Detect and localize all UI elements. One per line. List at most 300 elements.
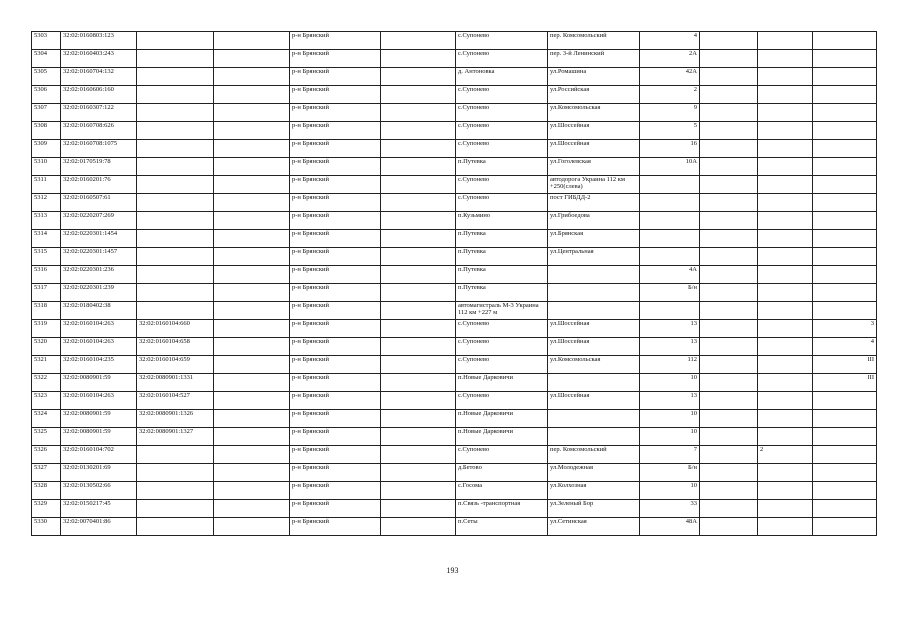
cadastral-number: 32:02:0160708:1075 xyxy=(61,140,137,158)
district-cell: р-н Брянский xyxy=(290,410,381,428)
cadastral-number: 32:02:0160803:123 xyxy=(61,32,137,50)
extra-cadastral-number xyxy=(214,32,290,50)
cadastral-number: 32:02:0160104:263 xyxy=(61,392,137,410)
child-cadastral-number xyxy=(137,32,214,50)
locality-cell: п.Путевка xyxy=(456,158,548,176)
cadastral-number: 32:02:0160606:160 xyxy=(61,86,137,104)
building-cell xyxy=(700,248,758,266)
house-number-cell: 13 xyxy=(640,320,700,338)
street-cell: ул.Молодежная xyxy=(548,464,640,482)
table-row xyxy=(32,374,877,392)
apartment-cell xyxy=(813,266,877,284)
extra-cadastral-number xyxy=(214,104,290,122)
building-cell xyxy=(700,50,758,68)
building-cell xyxy=(700,194,758,212)
subdistrict-cell xyxy=(381,230,456,248)
house-number-cell xyxy=(640,194,700,212)
locality-cell: с.Супонево xyxy=(456,176,548,194)
building-cell xyxy=(700,338,758,356)
extra-cadastral-number xyxy=(214,482,290,500)
extra-cadastral-number xyxy=(214,122,290,140)
row-number: 5303 xyxy=(32,32,61,50)
extra-cadastral-number xyxy=(214,266,290,284)
house-number-cell: 42А xyxy=(640,68,700,86)
apartment-cell xyxy=(813,392,877,410)
row-number: 5306 xyxy=(32,86,61,104)
table-row xyxy=(32,302,877,320)
street-cell: ул.Шоссейная xyxy=(548,140,640,158)
building-cell xyxy=(700,464,758,482)
building-cell xyxy=(700,374,758,392)
extra-cadastral-number xyxy=(214,518,290,536)
child-cadastral-number xyxy=(137,140,214,158)
child-cadastral-number xyxy=(137,176,214,194)
cadastral-number: 32:02:0220301:1457 xyxy=(61,248,137,266)
house-number-cell: 10 xyxy=(640,482,700,500)
subdistrict-cell xyxy=(381,356,456,374)
child-cadastral-number xyxy=(137,158,214,176)
street-cell: автодорога Украина 112 км +250(слева) xyxy=(548,176,640,194)
row-number: 5329 xyxy=(32,500,61,518)
street-cell: ул.Шоссейная xyxy=(548,320,640,338)
building-cell xyxy=(700,356,758,374)
table-row xyxy=(32,32,877,50)
extra-cadastral-number xyxy=(214,464,290,482)
locality-cell: с.Супонево xyxy=(456,140,548,158)
block-cell xyxy=(758,158,813,176)
street-cell xyxy=(548,302,640,320)
block-cell xyxy=(758,86,813,104)
locality-cell: с.Супонево xyxy=(456,194,548,212)
row-number: 5315 xyxy=(32,248,61,266)
house-number-cell: 13 xyxy=(640,392,700,410)
cadastral-number: 32:02:0130502:66 xyxy=(61,482,137,500)
child-cadastral-number xyxy=(137,518,214,536)
register-table xyxy=(31,31,877,536)
child-cadastral-number xyxy=(137,482,214,500)
child-cadastral-number xyxy=(137,212,214,230)
extra-cadastral-number xyxy=(214,248,290,266)
district-cell: р-н Брянский xyxy=(290,284,381,302)
house-number-cell: 10А xyxy=(640,158,700,176)
locality-cell: п.Сеты xyxy=(456,518,548,536)
subdistrict-cell xyxy=(381,32,456,50)
extra-cadastral-number xyxy=(214,140,290,158)
locality-cell: п.Связь -транспортная xyxy=(456,500,548,518)
district-cell: р-н Брянский xyxy=(290,482,381,500)
table-row xyxy=(32,410,877,428)
row-number: 5327 xyxy=(32,464,61,482)
child-cadastral-number xyxy=(137,302,214,320)
street-cell: ул.Сетинская xyxy=(548,518,640,536)
block-cell xyxy=(758,248,813,266)
block-cell xyxy=(758,338,813,356)
street-cell xyxy=(548,374,640,392)
child-cadastral-number xyxy=(137,50,214,68)
table-row xyxy=(32,464,877,482)
extra-cadastral-number xyxy=(214,410,290,428)
child-cadastral-number: 32:02:0160104:660 xyxy=(137,320,214,338)
house-number-cell: 10 xyxy=(640,428,700,446)
building-cell xyxy=(700,320,758,338)
cadastral-number: 32:02:0080901:59 xyxy=(61,410,137,428)
building-cell xyxy=(700,428,758,446)
cadastral-number: 32:02:0180402:38 xyxy=(61,302,137,320)
row-number: 5324 xyxy=(32,410,61,428)
block-cell xyxy=(758,104,813,122)
apartment-cell xyxy=(813,68,877,86)
cadastral-number: 32:02:0080901:59 xyxy=(61,428,137,446)
child-cadastral-number: 32:02:0160104:527 xyxy=(137,392,214,410)
table-row xyxy=(32,104,877,122)
cadastral-number: 32:02:0160307:122 xyxy=(61,104,137,122)
subdistrict-cell xyxy=(381,464,456,482)
building-cell xyxy=(700,176,758,194)
cadastral-number: 32:02:0130201:69 xyxy=(61,464,137,482)
extra-cadastral-number xyxy=(214,212,290,230)
building-cell xyxy=(700,446,758,464)
subdistrict-cell xyxy=(381,158,456,176)
cadastral-number: 32:02:0160104:263 xyxy=(61,338,137,356)
block-cell xyxy=(758,266,813,284)
table-row xyxy=(32,86,877,104)
locality-cell: с.Супонево xyxy=(456,338,548,356)
cadastral-number: 32:02:0160708:626 xyxy=(61,122,137,140)
building-cell xyxy=(700,212,758,230)
building-cell xyxy=(700,140,758,158)
house-number-cell xyxy=(640,212,700,230)
subdistrict-cell xyxy=(381,446,456,464)
street-cell: ул.Ромашина xyxy=(548,68,640,86)
district-cell: р-н Брянский xyxy=(290,140,381,158)
child-cadastral-number xyxy=(137,68,214,86)
extra-cadastral-number xyxy=(214,50,290,68)
subdistrict-cell xyxy=(381,338,456,356)
table-row xyxy=(32,176,877,194)
district-cell: р-н Брянский xyxy=(290,32,381,50)
cadastral-number: 32:02:0150217:45 xyxy=(61,500,137,518)
row-number: 5322 xyxy=(32,374,61,392)
street-cell: ул.Шоссейная xyxy=(548,122,640,140)
apartment-cell xyxy=(813,446,877,464)
extra-cadastral-number xyxy=(214,158,290,176)
child-cadastral-number: 32:02:0080901:1331 xyxy=(137,374,214,392)
row-number: 5305 xyxy=(32,68,61,86)
building-cell xyxy=(700,122,758,140)
street-cell xyxy=(548,284,640,302)
subdistrict-cell xyxy=(381,212,456,230)
subdistrict-cell xyxy=(381,104,456,122)
district-cell: р-н Брянский xyxy=(290,122,381,140)
apartment-cell xyxy=(813,86,877,104)
row-number: 5330 xyxy=(32,518,61,536)
house-number-cell: 10 xyxy=(640,410,700,428)
apartment-cell xyxy=(813,518,877,536)
cadastral-number: 32:02:0170519:78 xyxy=(61,158,137,176)
district-cell: р-н Брянский xyxy=(290,50,381,68)
street-cell: пер. Комсомольский xyxy=(548,32,640,50)
apartment-cell: 4 xyxy=(813,338,877,356)
row-number: 5307 xyxy=(32,104,61,122)
district-cell: р-н Брянский xyxy=(290,194,381,212)
cadastral-number: 32:02:0220301:1454 xyxy=(61,230,137,248)
building-cell xyxy=(700,158,758,176)
house-number-cell: 112 xyxy=(640,356,700,374)
row-number: 5326 xyxy=(32,446,61,464)
building-cell xyxy=(700,104,758,122)
row-number: 5319 xyxy=(32,320,61,338)
extra-cadastral-number xyxy=(214,86,290,104)
district-cell: р-н Брянский xyxy=(290,68,381,86)
subdistrict-cell xyxy=(381,50,456,68)
locality-cell: п.Кузьмино xyxy=(456,212,548,230)
locality-cell: с.Госома xyxy=(456,482,548,500)
cadastral-number: 32:02:0220301:239 xyxy=(61,284,137,302)
locality-cell: п.Новые Дарковичи xyxy=(456,374,548,392)
table-body xyxy=(32,32,877,536)
cadastral-number: 32:02:0160704:132 xyxy=(61,68,137,86)
district-cell: р-н Брянский xyxy=(290,248,381,266)
block-cell xyxy=(758,68,813,86)
row-number: 5304 xyxy=(32,50,61,68)
street-cell: ул.Зеленый Бор xyxy=(548,500,640,518)
house-number-cell xyxy=(640,302,700,320)
district-cell: р-н Брянский xyxy=(290,230,381,248)
district-cell: р-н Брянский xyxy=(290,158,381,176)
house-number-cell: 33 xyxy=(640,500,700,518)
locality-cell: п.Путевка xyxy=(456,248,548,266)
apartment-cell xyxy=(813,158,877,176)
extra-cadastral-number xyxy=(214,176,290,194)
locality-cell: д.Бетово xyxy=(456,464,548,482)
subdistrict-cell xyxy=(381,518,456,536)
block-cell xyxy=(758,284,813,302)
street-cell: ул.Российская xyxy=(548,86,640,104)
extra-cadastral-number xyxy=(214,320,290,338)
street-cell: ул.Комсомольская xyxy=(548,104,640,122)
district-cell: р-н Брянский xyxy=(290,446,381,464)
table-row xyxy=(32,518,877,536)
table-row xyxy=(32,284,877,302)
cadastral-number: 32:02:0160403:243 xyxy=(61,50,137,68)
locality-cell: с.Супонево xyxy=(456,86,548,104)
cadastral-number: 32:02:0070401:86 xyxy=(61,518,137,536)
district-cell: р-н Брянский xyxy=(290,302,381,320)
house-number-cell: 16 xyxy=(640,140,700,158)
table-row xyxy=(32,320,877,338)
district-cell: р-н Брянский xyxy=(290,464,381,482)
street-cell xyxy=(548,428,640,446)
block-cell xyxy=(758,32,813,50)
street-cell: ул.Центральная xyxy=(548,248,640,266)
building-cell xyxy=(700,266,758,284)
row-number: 5314 xyxy=(32,230,61,248)
subdistrict-cell xyxy=(381,122,456,140)
street-cell: ул.Шоссейная xyxy=(548,392,640,410)
locality-cell: автомагистраль М-3 Украина 112 км +227 м xyxy=(456,302,548,320)
row-number: 5323 xyxy=(32,392,61,410)
child-cadastral-number xyxy=(137,446,214,464)
subdistrict-cell xyxy=(381,248,456,266)
row-number: 5312 xyxy=(32,194,61,212)
house-number-cell: 10 xyxy=(640,374,700,392)
house-number-cell: 48А xyxy=(640,518,700,536)
district-cell: р-н Брянский xyxy=(290,104,381,122)
house-number-cell: Б/н xyxy=(640,464,700,482)
cadastral-number: 32:02:0220301:236 xyxy=(61,266,137,284)
locality-cell: п.Путевка xyxy=(456,230,548,248)
street-cell: пер. 3-й Ленинский xyxy=(548,50,640,68)
apartment-cell: 3 xyxy=(813,320,877,338)
district-cell: р-н Брянский xyxy=(290,338,381,356)
house-number-cell: 5 xyxy=(640,122,700,140)
table-row xyxy=(32,68,877,86)
apartment-cell xyxy=(813,32,877,50)
apartment-cell xyxy=(813,464,877,482)
table-row xyxy=(32,194,877,212)
locality-cell: с.Супонево xyxy=(456,122,548,140)
extra-cadastral-number xyxy=(214,392,290,410)
subdistrict-cell xyxy=(381,194,456,212)
district-cell: р-н Брянский xyxy=(290,500,381,518)
apartment-cell xyxy=(813,428,877,446)
child-cadastral-number: 32:02:0160104:658 xyxy=(137,338,214,356)
subdistrict-cell xyxy=(381,284,456,302)
house-number-cell: 13 xyxy=(640,338,700,356)
locality-cell: с.Супонево xyxy=(456,50,548,68)
building-cell xyxy=(700,518,758,536)
locality-cell: с.Супонево xyxy=(456,356,548,374)
extra-cadastral-number xyxy=(214,356,290,374)
locality-cell: д. Антоновка xyxy=(456,68,548,86)
district-cell: р-н Брянский xyxy=(290,374,381,392)
district-cell: р-н Брянский xyxy=(290,266,381,284)
child-cadastral-number xyxy=(137,230,214,248)
block-cell xyxy=(758,428,813,446)
street-cell: ул.Колхозная xyxy=(548,482,640,500)
block-cell xyxy=(758,392,813,410)
table-row xyxy=(32,392,877,410)
subdistrict-cell xyxy=(381,392,456,410)
subdistrict-cell xyxy=(381,140,456,158)
building-cell xyxy=(700,230,758,248)
building-cell xyxy=(700,284,758,302)
child-cadastral-number xyxy=(137,266,214,284)
extra-cadastral-number xyxy=(214,446,290,464)
locality-cell: с.Супонево xyxy=(456,392,548,410)
cadastral-number: 32:02:0220207:269 xyxy=(61,212,137,230)
building-cell xyxy=(700,86,758,104)
extra-cadastral-number xyxy=(214,194,290,212)
apartment-cell xyxy=(813,194,877,212)
block-cell xyxy=(758,500,813,518)
page-number: 193 xyxy=(446,566,459,575)
row-number: 5328 xyxy=(32,482,61,500)
table-row xyxy=(32,122,877,140)
district-cell: р-н Брянский xyxy=(290,320,381,338)
row-number: 5309 xyxy=(32,140,61,158)
locality-cell: с.Супонево xyxy=(456,320,548,338)
block-cell xyxy=(758,356,813,374)
subdistrict-cell xyxy=(381,86,456,104)
extra-cadastral-number xyxy=(214,284,290,302)
table-row xyxy=(32,158,877,176)
locality-cell: п.Путевка xyxy=(456,266,548,284)
apartment-cell: III xyxy=(813,356,877,374)
locality-cell: с.Супонево xyxy=(456,32,548,50)
apartment-cell xyxy=(813,302,877,320)
block-cell xyxy=(758,320,813,338)
street-cell xyxy=(548,266,640,284)
cadastral-number: 32:02:0160201:76 xyxy=(61,176,137,194)
locality-cell: п.Новые Дарковичи xyxy=(456,410,548,428)
street-cell: пер. Комсомольский xyxy=(548,446,640,464)
house-number-cell: 4А xyxy=(640,266,700,284)
locality-cell: п.Новые Дарковичи xyxy=(456,428,548,446)
building-cell xyxy=(700,392,758,410)
building-cell xyxy=(700,302,758,320)
block-cell xyxy=(758,194,813,212)
row-number: 5313 xyxy=(32,212,61,230)
row-number: 5310 xyxy=(32,158,61,176)
extra-cadastral-number xyxy=(214,338,290,356)
building-cell xyxy=(700,410,758,428)
extra-cadastral-number xyxy=(214,230,290,248)
extra-cadastral-number xyxy=(214,374,290,392)
cadastral-number: 32:02:0160104:263 xyxy=(61,320,137,338)
table-row xyxy=(32,482,877,500)
child-cadastral-number xyxy=(137,104,214,122)
apartment-cell xyxy=(813,212,877,230)
district-cell: р-н Брянский xyxy=(290,428,381,446)
district-cell: р-н Брянский xyxy=(290,356,381,374)
house-number-cell xyxy=(640,176,700,194)
street-cell: пост ГИБДД-2 xyxy=(548,194,640,212)
street-cell: ул.Брянская xyxy=(548,230,640,248)
house-number-cell: 7 xyxy=(640,446,700,464)
apartment-cell: III xyxy=(813,374,877,392)
table-row xyxy=(32,428,877,446)
district-cell: р-н Брянский xyxy=(290,86,381,104)
building-cell xyxy=(700,68,758,86)
block-cell xyxy=(758,140,813,158)
street-cell: ул.Комсомольская xyxy=(548,356,640,374)
row-number: 5325 xyxy=(32,428,61,446)
block-cell xyxy=(758,410,813,428)
table-row xyxy=(32,248,877,266)
row-number: 5316 xyxy=(32,266,61,284)
cadastral-number: 32:02:0160507:61 xyxy=(61,194,137,212)
block-cell xyxy=(758,302,813,320)
table-row xyxy=(32,356,877,374)
locality-cell: с.Супонево xyxy=(456,104,548,122)
block-cell xyxy=(758,50,813,68)
street-cell: ул.Грибоедова xyxy=(548,212,640,230)
subdistrict-cell xyxy=(381,428,456,446)
house-number-cell: 9 xyxy=(640,104,700,122)
district-cell: р-н Брянский xyxy=(290,392,381,410)
house-number-cell: 2 xyxy=(640,86,700,104)
apartment-cell xyxy=(813,410,877,428)
block-cell xyxy=(758,230,813,248)
table-row xyxy=(32,266,877,284)
table-row xyxy=(32,140,877,158)
block-cell xyxy=(758,374,813,392)
child-cadastral-number xyxy=(137,464,214,482)
table-row xyxy=(32,50,877,68)
building-cell xyxy=(700,500,758,518)
child-cadastral-number xyxy=(137,194,214,212)
